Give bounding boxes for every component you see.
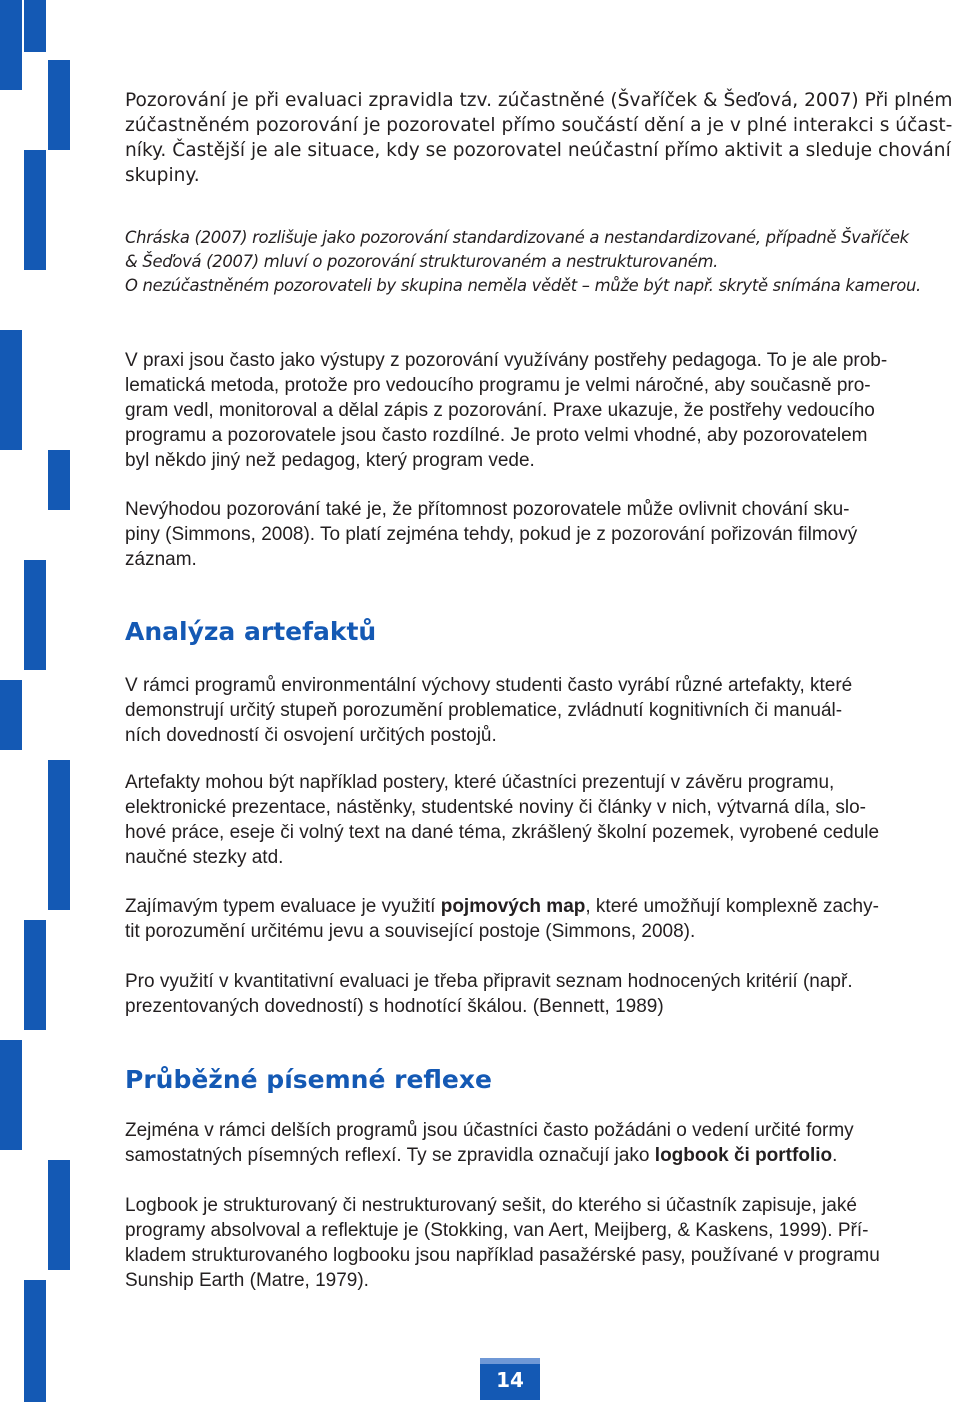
paragraph bbox=[125, 1118, 957, 1168]
italic-paragraph bbox=[125, 226, 957, 298]
text-line: zúčastněném pozorování je pozorovatel přímo součástí dění a je v plné interakci s účast- bbox=[125, 115, 953, 136]
section-heading: Průběžné písemné reflexe bbox=[125, 1065, 492, 1094]
text-segment: samostatných písemných reflexí. Ty se zpravidla označují jako bbox=[125, 1145, 655, 1166]
page-number-box bbox=[480, 1358, 540, 1400]
text-line: piny (Simmons, 2008). To platí zejména tehdy, pokud je z pozorování pořizován filmový bbox=[125, 524, 858, 545]
text-line: programy absolvoval a reflektuje je (Stokking, van Aert, Meijberg, & Kaskens, 1999). Pří- bbox=[125, 1220, 869, 1241]
sidebar-block bbox=[48, 450, 70, 510]
text-line: skupiny. bbox=[125, 165, 200, 186]
paragraph bbox=[125, 969, 957, 1019]
sidebar-block bbox=[24, 150, 46, 270]
sidebar-block bbox=[0, 680, 22, 750]
text-line: demonstrují určitý stupeň porozumění problematice, zvládnutí kognitivních či manuál- bbox=[125, 700, 843, 721]
text-line: gram vedl, monitoroval a dělal zápis z pozorování. Praxe ukazuje, že postřehy vedoucího bbox=[125, 400, 875, 421]
sidebar-block bbox=[48, 60, 70, 150]
paragraph bbox=[125, 497, 957, 572]
text-line: Pozorování je při evaluaci zpravidla tzv. zúčastněné (Švaříček & Šeďová, 2007) Při plném bbox=[125, 90, 953, 111]
decorative-sidebar bbox=[0, 0, 70, 1402]
text-line: Chráska (2007) rozlišuje jako pozorování standardizované a nestandardizované, případně Švaříček bbox=[125, 228, 909, 247]
text-line: níky. Častější je ale situace, kdy se pozorovatel neúčastní přímo aktivit a sleduje chování bbox=[125, 140, 951, 161]
text-line bbox=[125, 894, 957, 919]
text-line: Nevýhodou pozorování také je, že přítomnost pozorovatele může ovlivnit chování sku- bbox=[125, 499, 850, 520]
bold-term: pojmových map bbox=[440, 896, 586, 917]
text-line: prezentovaných dovedností) s hodnotící škálou. (Bennett, 1989) bbox=[125, 996, 664, 1017]
text-segment: Zajímavým typem evaluace je využití bbox=[125, 896, 441, 917]
text-line: záznam. bbox=[125, 549, 197, 570]
paragraph bbox=[125, 770, 957, 870]
sidebar-block bbox=[48, 760, 70, 910]
paragraph bbox=[125, 348, 957, 473]
section-heading: Analýza artefaktů bbox=[125, 617, 377, 646]
text-line: hové práce, eseje či volný text na dané téma, zkrášlený školní pozemek, vyrobené cedule bbox=[125, 822, 880, 843]
sidebar-block bbox=[0, 0, 22, 90]
text-line bbox=[125, 1143, 957, 1168]
bold-term: logbook či portfolio bbox=[654, 1145, 833, 1166]
text-segment: , které umožňují komplexně zachy- bbox=[585, 896, 879, 917]
text-line: Logbook je strukturovaný či nestrukturovaný sešit, do kterého si účastník zapisuje, jaké bbox=[125, 1195, 857, 1216]
sidebar-block bbox=[24, 1280, 46, 1402]
page-number: 14 bbox=[496, 1368, 524, 1392]
sidebar-block bbox=[24, 920, 46, 1030]
paragraph bbox=[125, 673, 957, 748]
text-line: Sunship Earth (Matre, 1979). bbox=[125, 1270, 369, 1291]
text-line: tit porozumění určitému jevu a související postoje (Simmons, 2008). bbox=[125, 921, 696, 942]
sidebar-block bbox=[24, 560, 46, 670]
text-line: Zejména v rámci delších programů jsou účastníci často požádáni o vedení určité formy bbox=[125, 1120, 854, 1141]
text-line: Pro využití v kvantitativní evaluaci je třeba připravit seznam hodnocených kritérií (např. bbox=[125, 971, 853, 992]
sidebar-block bbox=[0, 330, 22, 450]
paragraph bbox=[125, 1193, 957, 1293]
sidebar-block bbox=[0, 1040, 22, 1150]
text-line: ních dovedností či osvojení určitých postojů. bbox=[125, 725, 497, 746]
text-segment: . bbox=[832, 1145, 838, 1166]
text-line: V rámci programů environmentální výchovy studenti často vyrábí různé artefakty, které bbox=[125, 675, 853, 696]
text-line: byl někdo jiný než pedagog, který program vede. bbox=[125, 450, 535, 471]
text-line: kladem strukturovaného logbooku jsou například pasažérské pasy, používané v programu bbox=[125, 1245, 880, 1266]
sidebar-block bbox=[24, 0, 46, 52]
text-line: lematická metoda, protože pro vedoucího programu je velmi náročné, aby současně pro- bbox=[125, 375, 871, 396]
paragraph bbox=[125, 894, 957, 944]
text-line: elektronické prezentace, nástěnky, studentské noviny či články v nich, výtvarná díla, slo- bbox=[125, 797, 867, 818]
paragraph bbox=[125, 88, 957, 188]
text-line: naučné stezky atd. bbox=[125, 847, 284, 868]
text-line: & Šeďová (2007) mluví o pozorování strukturovaném a nestrukturovaném. bbox=[125, 252, 719, 271]
text-line: programu a pozorovatele jsou často rozdílné. Je proto velmi vhodné, aby pozorovatelem bbox=[125, 425, 868, 446]
text-line: O nezúčastněném pozorovateli by skupina neměla vědět – může být např. skrytě snímána kamerou. bbox=[125, 276, 921, 295]
sidebar-block bbox=[48, 1160, 70, 1270]
text-line: V praxi jsou často jako výstupy z pozorování využívány postřehy pedagoga. To je ale prob- bbox=[125, 350, 888, 371]
text-line: Artefakty mohou být například postery, které účastníci prezentují v závěru programu, bbox=[125, 772, 835, 793]
